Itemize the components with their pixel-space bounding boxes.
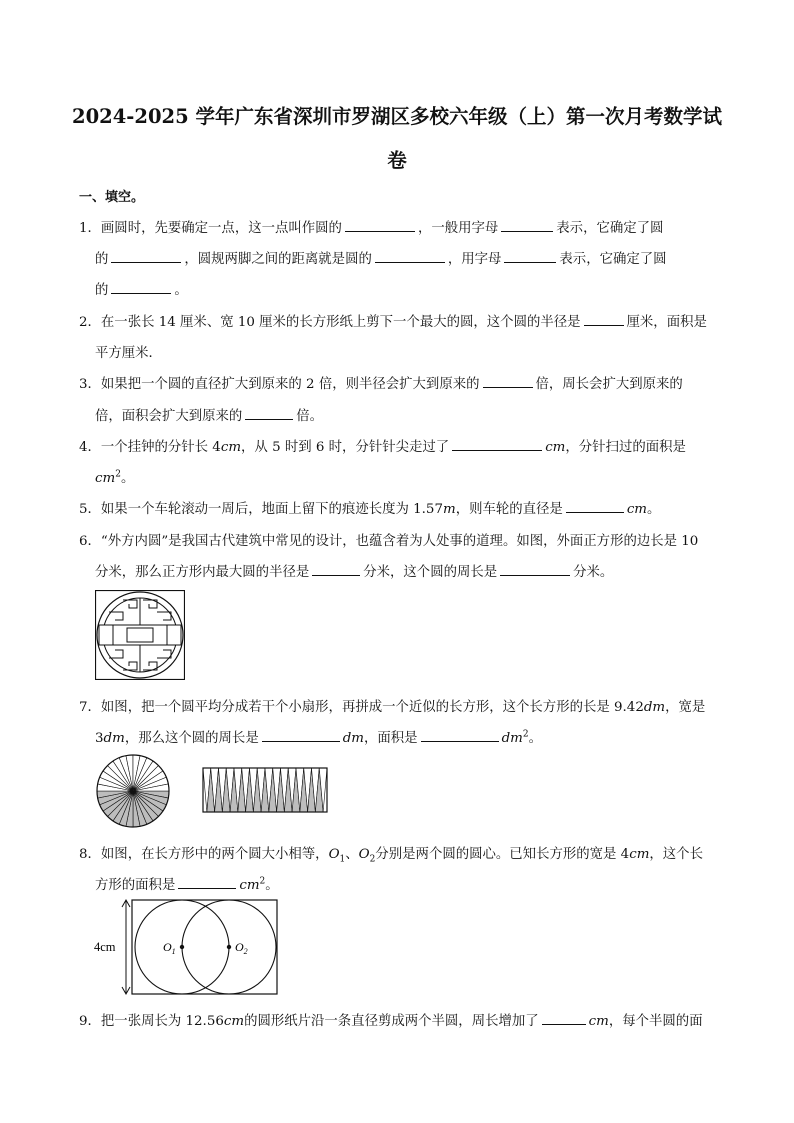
question-8-line-1: 8．如图，在长方形中的两个圆大小相等，$O_1$、$O_2$分别是两个圆的圆心。已知长方形的宽是 4cm，这个长 [79, 847, 703, 865]
center-o2-label: $O_2$ [235, 940, 248, 956]
question-6-line-1: 6．“外方内圆”是我国古代建筑中常见的设计，也蕴含着为人处事的道理。如图，外面正方形的边长是 10 [79, 534, 699, 549]
answer-blank[interactable] [312, 563, 360, 576]
question-2-line-1: 2．在一张长 14 厘米、宽 10 厘米的长方形纸上剪下一个最大的圆，这个圆的半径是 厘米，面积是 [79, 315, 707, 330]
answer-blank[interactable] [245, 407, 293, 420]
answer-blank[interactable] [542, 1012, 586, 1025]
center-o1-label: $O_1$ [163, 940, 176, 956]
answer-blank[interactable] [500, 563, 570, 576]
question-1-line-1: 1．画圆时，先要确定一点，这一点叫作圆的 ，一般用字母 表示，它确定了圆 [79, 221, 664, 236]
question-7-line-2: 3dm，那么这个圆的周长是 dm，面积是 $dm^2$。 [95, 729, 542, 746]
answer-blank[interactable] [501, 219, 553, 232]
answer-blank[interactable] [111, 281, 171, 294]
question-1-line-3: 的 。 [95, 283, 188, 298]
two-circles-rectangle-figure [92, 896, 282, 998]
answer-blank[interactable] [375, 250, 445, 263]
question-1-line-2: 的 ，圆规两脚之间的距离就是圆的 ，用字母 表示，它确定了圆 [95, 252, 667, 267]
answer-blank[interactable] [345, 219, 415, 232]
answer-blank[interactable] [452, 438, 542, 451]
answer-blank[interactable] [178, 876, 236, 889]
page-title: 2024-2025 学年广东省深圳市罗湖区多校六年级（上）第一次月考数学试 [72, 105, 722, 128]
question-4-line-2: $cm^2$。 [95, 469, 135, 486]
question-4-line-1: 4．一个挂钟的分针长 4cm，从 5 时到 6 时，分针针尖走过了 cm，分针扫过的面积是 [79, 440, 686, 455]
section-heading: 一、填空。 [79, 190, 145, 205]
question-7-line-1: 7．如图，把一个圆平均分成若干个小扇形，再拼成一个近似的长方形，这个长方形的长是 9.42dm，宽是 [79, 700, 706, 715]
answer-blank[interactable] [421, 729, 499, 742]
answer-blank[interactable] [584, 313, 624, 326]
square-circle-figure [95, 590, 185, 680]
answer-blank[interactable] [504, 250, 556, 263]
answer-blank[interactable] [566, 500, 624, 513]
answer-blank[interactable] [111, 250, 181, 263]
question-9-line-1: 9．把一张周长为 12.56cm的圆形纸片沿一条直径剪成两个半圆，周长增加了 cm，每个半圆的面 [79, 1014, 703, 1029]
question-2-line-2: 平方厘米． [95, 346, 162, 361]
question-3-line-1: 3．如果把一个圆的直径扩大到原来的 2 倍，则半径会扩大到原来的 倍，周长会扩大到原来的 [79, 377, 683, 392]
question-6-line-2: 分米，那么正方形内最大圆的半径是 分米，这个圆的周长是 分米。 [95, 565, 614, 580]
approx-rectangle-figure [202, 767, 330, 815]
question-8-line-2: 方形的面积是 $cm^2$。 [95, 876, 279, 893]
width-label: 4cm [94, 940, 116, 954]
answer-blank[interactable] [483, 375, 533, 388]
question-3-line-2: 倍，面积会扩大到原来的 倍。 [95, 409, 324, 424]
sector-circle-figure [95, 753, 171, 829]
page-title-continued: 卷 [387, 149, 407, 172]
answer-blank[interactable] [262, 729, 340, 742]
question-5-line-1: 5．如果一个车轮滚动一周后，地面上留下的痕迹长度为 1.57m，则车轮的直径是 cm。 [79, 502, 661, 517]
